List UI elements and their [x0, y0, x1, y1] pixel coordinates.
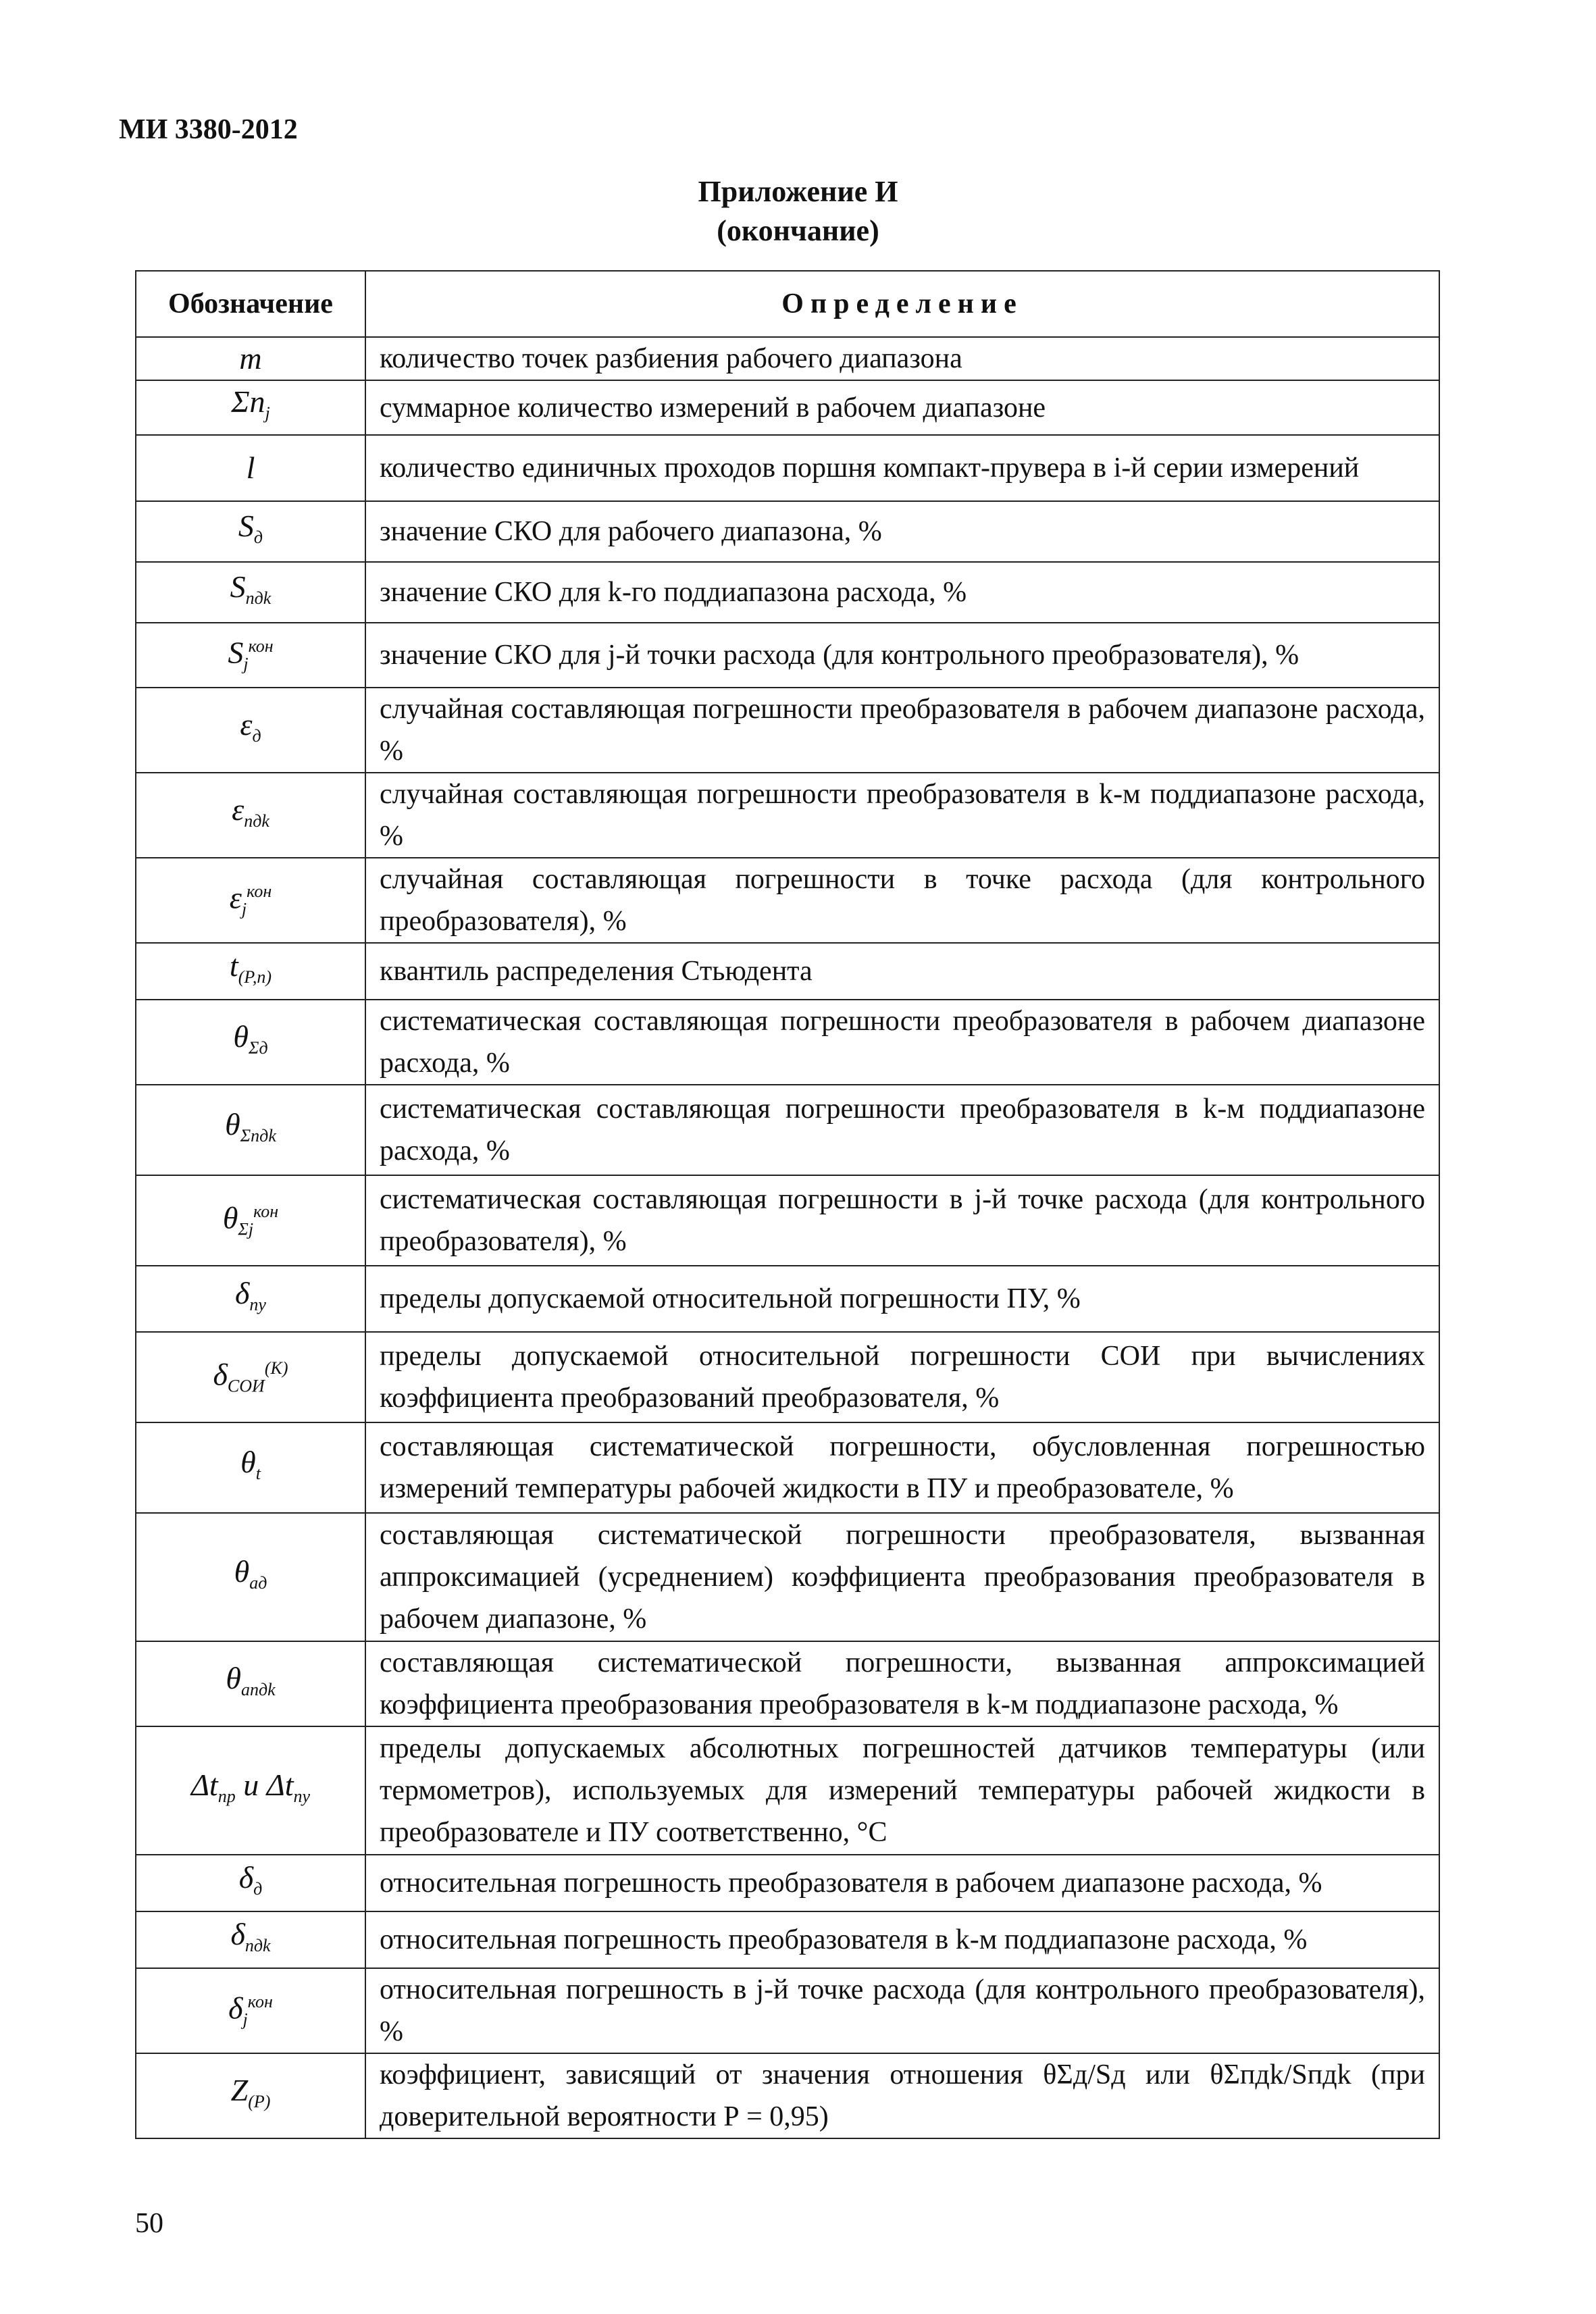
symbol-cell — [136, 1175, 365, 1266]
symbol-base: δ — [213, 1357, 228, 1392]
table-row — [136, 688, 1439, 773]
symbol-base: t — [229, 948, 238, 983]
symbol-cell — [136, 1855, 365, 1911]
definition-cell: случайная составляющая погрешности в точке расхода (для контрольного преобразователя), % — [365, 858, 1439, 943]
definition-cell: случайная составляющая погрешности преобразователя в рабочем диапазоне расхода, % — [365, 688, 1439, 773]
symbol-subscript: пр — [217, 1786, 236, 1806]
symbol-base: θ — [234, 1553, 250, 1589]
symbol-subscript: пдk — [244, 811, 269, 831]
definition-cell: систематическая составляющая погрешности в j-й точке расхода (для контрольного преобразователя), % — [365, 1175, 1439, 1266]
symbol-base: δ — [228, 1990, 243, 2026]
appendix-heading — [0, 172, 1596, 251]
symbol-base-second: и Δt — [235, 1767, 294, 1802]
symbol-cell — [136, 435, 365, 501]
symbol-subscript: пдk — [244, 1935, 271, 1955]
symbol-base: θ — [233, 1019, 249, 1054]
symbol-base: Z — [230, 2072, 249, 2107]
table-row — [136, 1911, 1439, 1968]
symbol-base: l — [246, 451, 255, 486]
definition-cell: пределы допускаемой относительной погрешности СОИ при вычислениях коэффициента преобразований преобразователя, % — [365, 1332, 1439, 1422]
definition-cell: составляющая систематической погрешности преобразователя, вызванная аппроксимацией (усреднением) коэффициента преобразования преобразователя в рабочем диапазоне, % — [365, 1513, 1439, 1641]
symbol-subscript: СОИ — [227, 1376, 265, 1396]
symbol-base: θ — [240, 1444, 256, 1479]
symbol-cell — [136, 623, 365, 688]
definition-cell: систематическая составляющая погрешности преобразователя в k-м поддиапазоне расхода, % — [365, 1085, 1439, 1175]
symbol-cell — [136, 1422, 365, 1513]
document-code: МИ 3380-2012 — [119, 114, 298, 145]
table-row — [136, 1513, 1439, 1641]
symbol-cell — [136, 688, 365, 773]
definition-cell: пределы допускаемой относительной погрешности ПУ, % — [365, 1266, 1439, 1332]
symbol-subscript: j — [242, 2009, 248, 2030]
table-row — [136, 1000, 1439, 1085]
symbol-cell — [136, 337, 365, 380]
definition-cell: значение СКО для k-го поддиапазона расхода, % — [365, 562, 1439, 623]
symbol-base: θ — [226, 1660, 241, 1695]
definition-cell: относительная погрешность в j-й точке расхода (для контрольного преобразователя), % — [365, 1968, 1439, 2053]
symbol-base: δ — [238, 1859, 254, 1895]
symbol-cell — [136, 943, 365, 1000]
definitions-table — [135, 270, 1440, 2139]
table-row — [136, 1968, 1439, 2053]
symbol-subscript: j — [241, 899, 247, 919]
definition-cell: значение СКО для рабочего диапазона, % — [365, 501, 1439, 562]
symbol-cell — [136, 1332, 365, 1422]
symbol-subscript: Σд — [249, 1037, 268, 1058]
symbol-subscript: д — [252, 725, 261, 746]
page-number: 50 — [135, 2208, 163, 2239]
table-row — [136, 1085, 1439, 1175]
symbol-subscript: ад — [249, 1572, 267, 1593]
symbol-base: m — [239, 341, 262, 376]
symbol-base: θ — [225, 1106, 240, 1141]
symbol-cell — [136, 1266, 365, 1332]
definition-cell: пределы допускаемых абсолютных погрешностей датчиков температуры (или термометров), используемых для измерений температуры рабочей жидкости в преобразователе и ПУ соответственно, °С — [365, 1726, 1439, 1855]
symbol-subscript-second: пу — [293, 1786, 311, 1806]
symbol-subscript: пу — [249, 1294, 266, 1314]
definition-cell: относительная погрешность преобразователя в рабочем диапазоне расхода, % — [365, 1855, 1439, 1911]
definition-cell: суммарное количество измерений в рабочем диапазоне — [365, 380, 1439, 435]
symbol-subscript: апдk — [240, 1679, 276, 1699]
definition-cell: систематическая составляющая погрешности преобразователя в рабочем диапазоне расхода, % — [365, 1000, 1439, 1085]
table-row — [136, 1726, 1439, 1855]
definition-cell: относительная погрешность преобразователя в k-м поддиапазоне расхода, % — [365, 1911, 1439, 1968]
symbol-subscript: (P,n) — [238, 967, 272, 987]
symbol-base: Σn — [231, 384, 265, 419]
symbol-cell — [136, 858, 365, 943]
table-row — [136, 1422, 1439, 1513]
symbol-cell — [136, 562, 365, 623]
symbol-subscript: д — [253, 1878, 263, 1899]
symbol-subscript: (P) — [248, 2091, 271, 2111]
symbol-cell — [136, 1513, 365, 1641]
symbol-cell — [136, 1000, 365, 1085]
symbol-subscript: Σпдk — [240, 1125, 276, 1146]
definition-cell: значение СКО для j-й точки расхода (для контрольного преобразователя), % — [365, 623, 1439, 688]
symbol-cell — [136, 501, 365, 562]
symbol-base: S — [230, 569, 246, 604]
definition-cell: случайная составляющая погрешности преобразователя в k-м поддиапазоне расхода, % — [365, 773, 1439, 858]
symbol-base: S — [228, 635, 244, 670]
table-row — [136, 1175, 1439, 1266]
symbol-base: δ — [230, 1916, 245, 1951]
table-row — [136, 562, 1439, 623]
symbol-superscript: кон — [253, 1201, 279, 1221]
definition-cell: составляющая систематической погрешности, вызванная аппроксимацией коэффициента преобразования преобразователя в k-м поддиапазоне расхода, % — [365, 1641, 1439, 1726]
table-row — [136, 1855, 1439, 1911]
symbol-cell — [136, 1911, 365, 1968]
symbol-cell — [136, 1641, 365, 1726]
table-row — [136, 501, 1439, 562]
table-row — [136, 380, 1439, 435]
symbol-superscript: (K) — [264, 1358, 288, 1378]
symbol-cell — [136, 380, 365, 435]
table-row — [136, 1332, 1439, 1422]
definition-cell: составляющая систематической погрешности, обусловленная погрешностью измерений температуры рабочей жидкости в ПУ и преобразователе, % — [365, 1422, 1439, 1513]
table-body — [136, 337, 1439, 2138]
table-row — [136, 773, 1439, 858]
header-symbol: Обозначение — [136, 271, 365, 337]
symbol-base: δ — [235, 1275, 250, 1310]
table-row — [136, 1641, 1439, 1726]
symbol-base: ε — [240, 706, 253, 742]
symbol-cell — [136, 773, 365, 858]
symbol-subscript: j — [243, 654, 249, 674]
symbol-superscript: кон — [247, 881, 272, 901]
header-definition: Определение — [365, 271, 1439, 337]
definition-cell: квантиль распределения Стьюдента — [365, 943, 1439, 1000]
symbol-subscript: пдk — [245, 588, 272, 608]
table-row — [136, 1266, 1439, 1332]
appendix-title: Приложение И — [698, 175, 898, 208]
appendix-subtitle: (окончание) — [717, 214, 879, 247]
table-header-row — [136, 271, 1439, 337]
table-row — [136, 858, 1439, 943]
definition-cell: количество точек разбиения рабочего диапазона — [365, 337, 1439, 380]
definition-cell: коэффициент, зависящий от значения отношения θΣд/Sд или θΣпдk/Sпдk (при доверительной вероятности Р = 0,95) — [365, 2053, 1439, 2138]
symbol-base: θ — [222, 1200, 238, 1235]
symbol-subscript: t — [255, 1463, 261, 1483]
table-row — [136, 623, 1439, 688]
symbol-superscript: кон — [248, 636, 274, 656]
symbol-cell — [136, 2053, 365, 2138]
symbol-cell — [136, 1085, 365, 1175]
table-row — [136, 2053, 1439, 2138]
symbol-subscript: Σj — [238, 1219, 254, 1239]
symbol-cell — [136, 1726, 365, 1855]
symbol-cell — [136, 1968, 365, 2053]
table-row — [136, 337, 1439, 380]
symbol-base: ε — [229, 880, 242, 915]
symbol-superscript: кон — [247, 1991, 273, 2011]
symbol-base: S — [238, 508, 254, 543]
symbol-subscript: j — [265, 403, 270, 423]
symbol-base: ε — [232, 792, 244, 827]
symbol-base: Δt — [190, 1767, 218, 1802]
symbol-subscript: д — [253, 527, 263, 547]
table-row — [136, 943, 1439, 1000]
table-row — [136, 435, 1439, 501]
definition-cell: количество единичных проходов поршня компакт-прувера в i-й серии измерений — [365, 435, 1439, 501]
